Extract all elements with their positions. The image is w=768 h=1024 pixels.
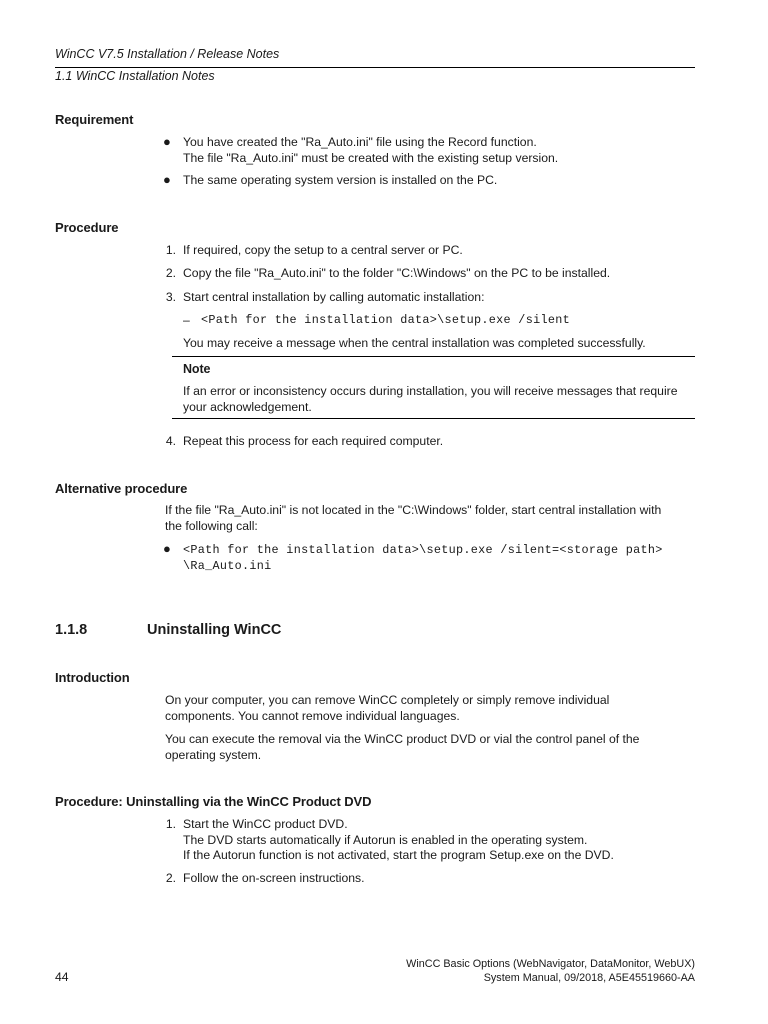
step-number: 2. bbox=[165, 266, 176, 280]
dvd-step-2: Follow the on-screen instructions. bbox=[183, 871, 365, 885]
requirement-bullet-1-line-2: The file "Ra_Auto.ini" must be created with the existing setup version. bbox=[183, 150, 559, 165]
requirement-bullet-1-line-1: You have created the "Ra_Auto.ini" file using the Record function. bbox=[183, 135, 537, 149]
step-number: 2. bbox=[165, 871, 176, 885]
note-top-rule bbox=[172, 356, 695, 357]
footer-line-2: System Manual, 09/2018, A5E45519660-AA bbox=[483, 972, 695, 984]
requirement-heading: Requirement bbox=[55, 112, 134, 127]
dvd-procedure-heading: Procedure: Uninstalling via the WinCC Product DVD bbox=[55, 794, 372, 809]
introduction-paragraph-1-line-2: components. You cannot remove individual languages. bbox=[165, 708, 460, 723]
alternative-command-line-1: <Path for the installation data>\setup.exe /silent=<storage path> bbox=[183, 543, 663, 557]
procedure-result: You may receive a message when the central installation was completed successfully. bbox=[183, 336, 646, 350]
introduction-paragraph-1 bbox=[165, 693, 609, 724]
running-header-section: 1.1 WinCC Installation Notes bbox=[55, 69, 215, 83]
procedure-step-2: Copy the file "Ra_Auto.ini" to the folder "C:\Windows" on the PC to be installed. bbox=[183, 266, 611, 280]
note-text-line-1: If an error or inconsistency occurs during installation, you will receive messages that require bbox=[183, 384, 678, 398]
introduction-paragraph-1-line-1: On your computer, you can remove WinCC completely or simply remove individual bbox=[165, 693, 610, 707]
procedure-step-1: If required, copy the setup to a central server or PC. bbox=[183, 243, 463, 257]
step-number: 1. bbox=[165, 817, 176, 831]
alternative-command-line-2: \Ra_Auto.ini bbox=[183, 559, 272, 573]
requirement-bullet-1 bbox=[183, 135, 558, 166]
introduction-paragraph-2-line-1: You can execute the removal via the WinCC product DVD or vial the control panel of the bbox=[165, 732, 640, 746]
note-text-line-2: your acknowledgement. bbox=[183, 399, 312, 414]
introduction-heading: Introduction bbox=[55, 670, 130, 685]
requirement-bullet-2: The same operating system version is installed on the PC. bbox=[183, 173, 498, 187]
dash-marker: – bbox=[183, 313, 190, 327]
dvd-step-1-line-2: The DVD starts automatically if Autorun is enabled in the operating system. bbox=[183, 832, 588, 847]
alternative-text-line-2: the following call: bbox=[165, 518, 258, 533]
alternative-heading: Alternative procedure bbox=[55, 481, 188, 496]
note-bottom-rule bbox=[172, 418, 695, 419]
bullet-icon: ● bbox=[163, 134, 171, 149]
header-rule bbox=[55, 67, 695, 68]
introduction-paragraph-2 bbox=[165, 732, 639, 763]
bullet-icon: ● bbox=[163, 172, 171, 187]
page-number: 44 bbox=[55, 970, 69, 984]
alternative-command bbox=[183, 542, 663, 574]
step-number: 1. bbox=[165, 243, 176, 257]
alternative-text-line-1: If the file "Ra_Auto.ini" is not located in the "C:\Windows" folder, start central installation with bbox=[165, 503, 662, 517]
procedure-heading: Procedure bbox=[55, 220, 119, 235]
running-header-title: WinCC V7.5 Installation / Release Notes bbox=[55, 47, 280, 61]
bullet-icon: ● bbox=[163, 541, 171, 556]
note-title: Note bbox=[183, 362, 211, 376]
alternative-text bbox=[165, 503, 661, 534]
introduction-paragraph-2-line-2: operating system. bbox=[165, 747, 262, 762]
procedure-step-3: Start central installation by calling automatic installation: bbox=[183, 290, 485, 304]
setup-command: <Path for the installation data>\setup.exe /silent bbox=[201, 313, 570, 327]
section-title: Uninstalling WinCC bbox=[147, 622, 282, 638]
section-number: 1.1.8 bbox=[55, 622, 88, 638]
footer-line-1: WinCC Basic Options (WebNavigator, DataMonitor, WebUX) bbox=[406, 958, 695, 970]
procedure-step-4: Repeat this process for each required computer. bbox=[183, 434, 444, 448]
dvd-step-1-line-1: Start the WinCC product DVD. bbox=[183, 817, 348, 831]
step-number: 3. bbox=[165, 290, 176, 304]
footer-document-info bbox=[406, 957, 695, 985]
dvd-step-1-line-3: If the Autorun function is not activated, start the program Setup.exe on the DVD. bbox=[183, 848, 614, 862]
step-number: 4. bbox=[165, 434, 176, 448]
dvd-step-1 bbox=[183, 817, 614, 864]
note-text bbox=[183, 384, 678, 415]
